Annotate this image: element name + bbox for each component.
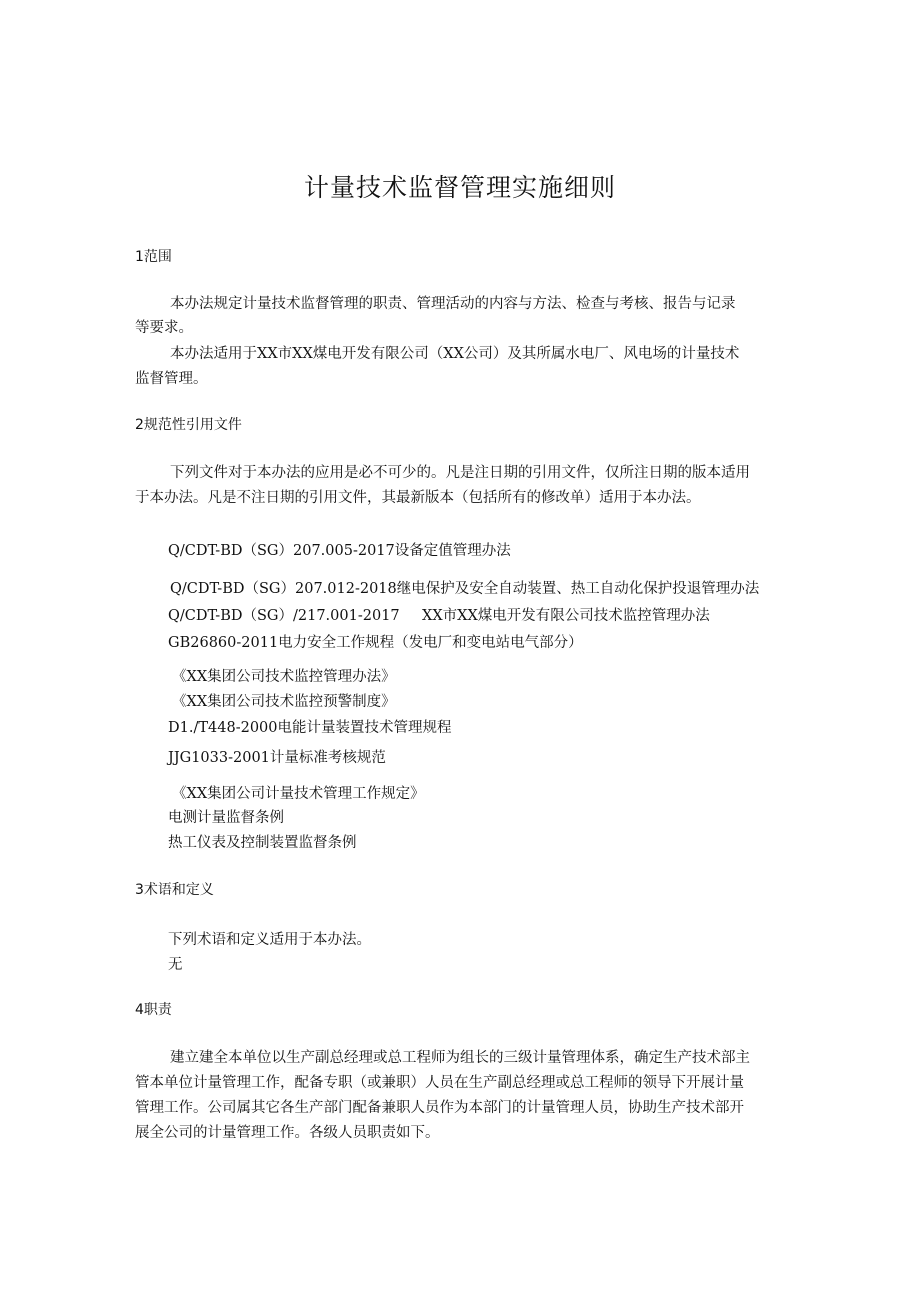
reference-item-code: Q/CDT-BD（SG）/217.001-2017 (168, 608, 400, 624)
document-title: 计量技术监督管理实施细则 (303, 173, 616, 202)
section-heading-responsibilities: 4职责 (135, 1002, 172, 1018)
terms-line: 无 (168, 957, 183, 973)
scope-paragraph-line: 监督管理。 (135, 371, 208, 387)
responsibilities-paragraph-line: 建立建全本单位以生产副总经理或总工程师为组长的三级计量管理体系，确定生产技术部主 (170, 1050, 750, 1066)
reference-item-title: XX市XX煤电开发有限公司技术监控管理办法 (422, 608, 710, 624)
reference-item: Q/CDT-BD（SG）207.005-2017设备定值管理办法 (168, 543, 511, 559)
section-heading-normative-references: 2规范性引用文件 (135, 417, 242, 433)
reference-item: 《XX集团公司计量技术管理工作规定》 (172, 786, 425, 802)
reference-item: GB26860-2011电力安全工作规程（发电厂和变电站电气部分） (168, 635, 583, 651)
responsibilities-paragraph-line: 展全公司的计量管理工作。各级人员职责如下。 (135, 1125, 440, 1141)
scope-paragraph-line: 等要求。 (135, 320, 193, 336)
references-intro-line: 下列文件对于本办法的应用是必不可少的。凡是注日期的引用文件，仅所注日期的版本适用 (170, 465, 750, 481)
reference-item: 电测计量监督条例 (168, 810, 284, 826)
responsibilities-paragraph-line: 管理工作。公司属其它各生产部门配备兼职人员作为本部门的计量管理人员，协助生产技术部开 (135, 1100, 744, 1116)
reference-item: D1./T448-2000电能计量装置技术管理规程 (168, 720, 452, 736)
reference-item: 《XX集团公司技术监控预警制度》 (172, 694, 396, 710)
scope-paragraph-line: 本办法规定计量技术监督管理的职责、管理活动的内容与方法、检查与考核、报告与记录 (170, 296, 736, 312)
section-heading-scope: 1范围 (135, 249, 172, 265)
reference-item: 《XX集团公司技术监控管理办法》 (172, 669, 396, 685)
references-intro-line: 于本办法。凡是不注日期的引用文件，其最新版本（包括所有的修改单）适用于本办法。 (135, 490, 701, 506)
reference-item: Q/CDT-BD（SG）207.012-2018继电保护及安全自动装置、热工自动化保护投退管理办法 (170, 581, 760, 597)
reference-item: 热工仪表及控制装置监督条例 (168, 835, 357, 851)
reference-item: JJG1033-2001计量标准考核规范 (168, 750, 386, 766)
responsibilities-paragraph-line: 管本单位计量管理工作，配备专职（或兼职）人员在生产副总经理或总工程师的领导下开展计量 (135, 1075, 744, 1091)
terms-line: 下列术语和定义适用于本办法。 (168, 932, 371, 948)
scope-paragraph-line: 本办法适用于XX市XX煤电开发有限公司（XX公司）及其所属水电厂、风电场的计量技术 (170, 346, 740, 362)
section-heading-terms-definitions: 3术语和定义 (135, 882, 214, 898)
